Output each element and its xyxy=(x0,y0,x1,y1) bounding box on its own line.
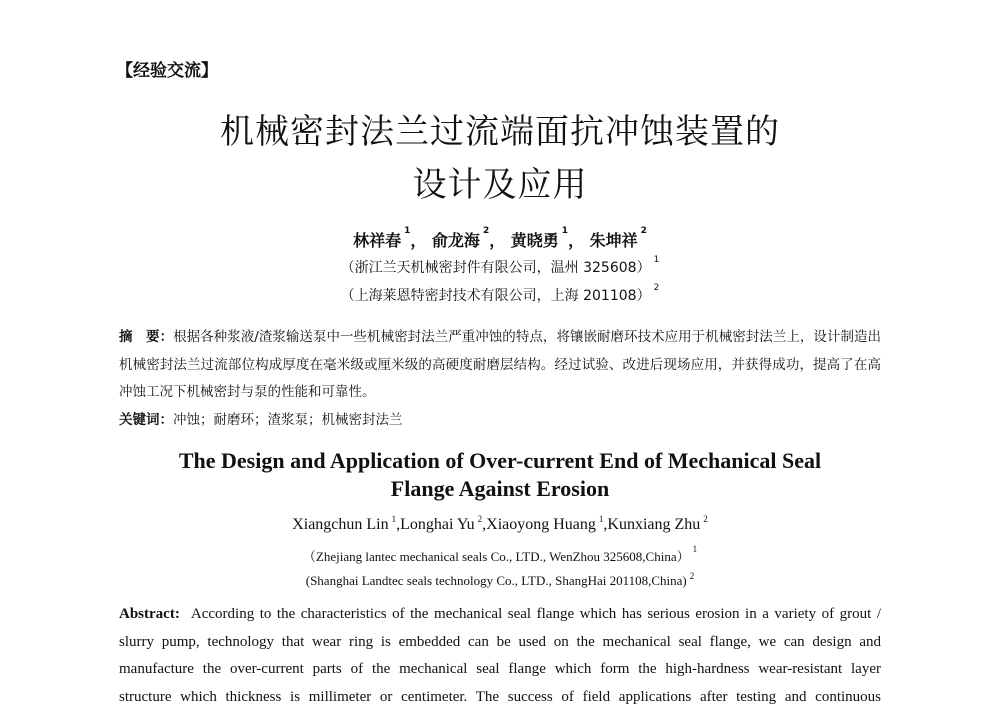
affiliation-sup: 1 xyxy=(693,544,698,554)
abstract-en-text: According to the characteristics of the mechanical seal flange which has serious erosion in a variety of grout / xyxy=(191,606,881,622)
abstract-en-line: slurry pump, technology that wear ring is embedded can be used on the mechanical seal flange, we can design and xyxy=(119,629,881,657)
abstract-cn-text: 根据各种浆液/渣浆输送泵中一些机械密封法兰严重冲蚀的特点，将镶嵌耐磨环技术应用于机械密封法兰上，设计制造出机械密封法兰过流部位构成厚度在毫米级或厘米级的高硬度耐磨层结构。经过试验、改进后现场应用，并获得成功，提高了在高冲蚀工况下机械密封与泵的性能和可靠性。 xyxy=(119,329,881,400)
author-name: 俞龙海 xyxy=(432,231,480,250)
author-sup: 2 xyxy=(478,514,483,524)
keywords-cn-text: 冲蚀；耐磨环；渣浆泵；机械密封法兰 xyxy=(173,412,403,428)
author-name: Xiangchun Lin xyxy=(292,516,388,533)
authors-en: Xiangchun Lin $^1$,Longhai Yu $^2$,Xiaoyong Huang $^1$,Kunxiang Zhu $^2$ xyxy=(0,516,1000,534)
author-sup: 1 xyxy=(562,226,568,236)
author-name: Xiaoyong Huang xyxy=(486,516,596,533)
abstract-en-label: Abstract: xyxy=(119,606,180,622)
author-name: 林祥春 xyxy=(353,231,401,250)
keywords-cn-label: 关键词： xyxy=(119,412,173,428)
column-tag: 【经验交流】 xyxy=(116,56,218,81)
affiliation-sup: 2 xyxy=(654,283,660,293)
author-name: Longhai Yu xyxy=(400,516,475,533)
affiliation-text: （Zhejiang lantec mechanical seals Co., LTD., WenZhou 325608,China） xyxy=(303,549,690,564)
author-sup: 1 xyxy=(392,514,397,524)
abstract-cn-block xyxy=(119,324,881,434)
affiliation-en-1 xyxy=(0,546,1000,565)
affiliation-text: （上海莱恩特密封技术有限公司，上海 201108） xyxy=(341,288,651,304)
abstract-en-line xyxy=(119,601,881,629)
author-sup: 2 xyxy=(483,226,489,236)
authors-cn: 林祥春 $^1$， 俞龙海 $^2$， 黄晓勇 $^1$， 朱坤祥 $^2$ xyxy=(0,228,1000,251)
title-en-line-2: Flange Against Erosion xyxy=(0,476,1000,502)
affiliation-sup: 2 xyxy=(690,571,695,581)
author-name: 黄晓勇 xyxy=(511,231,559,250)
author-sup: 2 xyxy=(641,226,647,236)
affiliation-cn-2 xyxy=(0,285,1000,305)
abstract-cn-label: 摘 要： xyxy=(119,329,173,345)
author-sup: 2 xyxy=(703,514,708,524)
abstract-en-line: structure which thickness is millimeter or centimeter. The success of field applications after testing and continuous xyxy=(119,684,881,711)
abstract-en-line: manufacture the over-current parts of the mechanical seal flange which form the high-hardness wear-resistant layer xyxy=(119,656,881,684)
author-sup: 1 xyxy=(599,514,604,524)
affiliation-text: （浙江兰天机械密封件有限公司，温州 325608） xyxy=(341,260,651,276)
author-name: Kunxiang Zhu xyxy=(607,516,700,533)
abstract-cn xyxy=(119,324,881,407)
keywords-cn xyxy=(119,407,881,435)
title-en-line-1: The Design and Application of Over-current End of Mechanical Seal xyxy=(0,448,1000,474)
title-cn-line-2: 设计及应用 xyxy=(0,157,1000,206)
author-name: 朱坤祥 xyxy=(590,231,638,250)
affiliation-cn-1 xyxy=(0,257,1000,277)
abstract-en xyxy=(119,601,881,711)
title-cn-line-1: 机械密封法兰过流端面抗冲蚀装置的 xyxy=(0,104,1000,153)
affiliation-en-2 xyxy=(0,573,1000,589)
affiliation-sup: 1 xyxy=(654,255,660,265)
author-sup: 1 xyxy=(404,226,410,236)
affiliation-text: (Shanghai Landtec seals technology Co., LTD., ShangHai 201108,China) xyxy=(306,573,687,588)
